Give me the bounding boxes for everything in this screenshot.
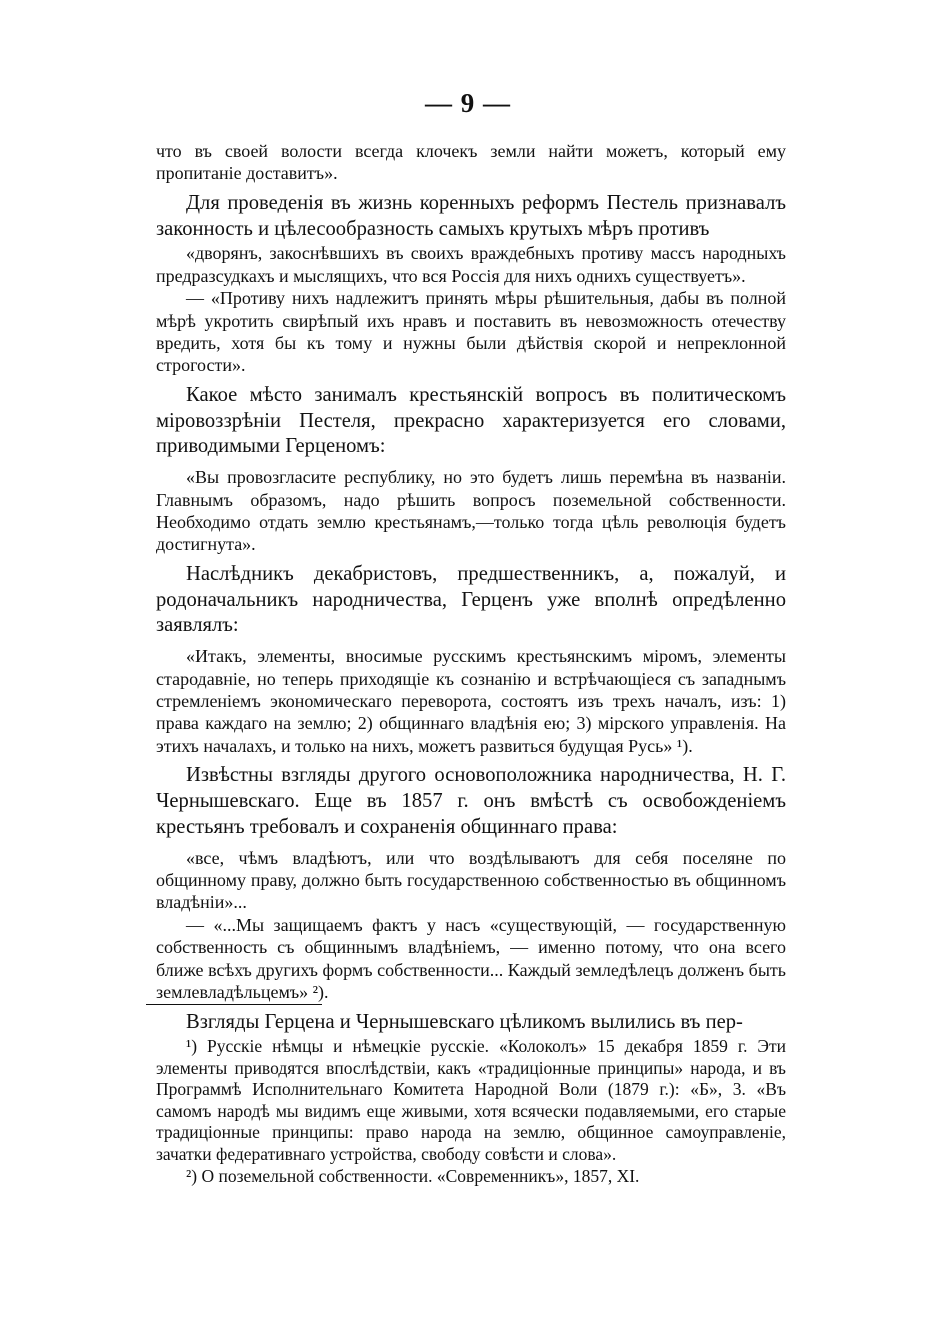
paragraph-6: «Вы провозгласите республику, но это будетъ лишь перемѣна въ названіи. Главнымъ образомъ, надо рѣшить вопросъ поземельной собственности. Необходимо отдать землю крестьянамъ,—только тогда цѣль революція будетъ достигнута». bbox=[156, 467, 786, 555]
paragraph-7: Наслѣдникъ декабристовъ, предшественникъ, а, пожалуй, и родоначальникъ народничества, Герценъ уже вполнѣ опредѣленно заявлялъ: bbox=[156, 562, 786, 637]
footnote-1: ¹) Русскіе нѣмцы и нѣмецкіе русскіе. «Колоколъ» 15 декабря 1859 г. Эти элементы приводятся впослѣдствіи, какъ «традиціонные принципы» народа, и въ Программѣ Исполнительнаго Комитета Народной Воли (1879 г.): «Б», 3. «Въ самомъ народѣ мы видимъ еще живыми, хотя всячески подавляемыми, его старые традиціонные принципы: право народа на землю, общинное самоуправленіе, зачатки федеративнаго устройства, свободу совѣсти и слова». bbox=[156, 1036, 786, 1164]
footnote-2: ²) О поземельной собственности. «Современникъ», 1857, XI. bbox=[186, 1165, 640, 1186]
paragraph-11: — «...Мы защищаемъ фактъ у насъ «существующій, — государственную собственность съ общиннымъ владѣніемъ, — именно потому, что она всего ближе всѣхъ другихъ формъ собственности... Каждый земледѣлецъ долженъ быть землевладѣльцемъ» ²). bbox=[156, 914, 786, 1003]
paragraph-1: что въ своей волости всегда клочекъ земли найти можетъ, который ему пропитаніе доставитъ». bbox=[156, 141, 786, 184]
paragraph-2: Для проведенія въ жизнь коренныхъ реформъ Пестель признавалъ законность и цѣлесообразность самыхъ крутыхъ мѣръ противъ bbox=[156, 191, 786, 240]
footnotes bbox=[156, 1036, 786, 1187]
paragraph-5: Какое мѣсто занималъ крестьянскій вопросъ въ политическомъ міровоззрѣніи Пестеля, прекрасно характеризуется его словами, приводимыми Герценомъ: bbox=[156, 383, 786, 458]
paragraph-4: — «Противу нихъ надлежитъ принять мѣры рѣшительныя, дабы въ полной мѣрѣ укротить свирѣпый ихъ нравъ и поставить въ невозможность отечеству вредить, хотя бы къ тому и нужны были дѣйствія скорой и непреклонной строгости». bbox=[156, 288, 786, 376]
paragraph-8: «Итакъ, элементы, вносимые русскимъ крестьянскимъ міромъ, элементы стародавніе, но теперь приходящіе къ сознанію и встрѣчающіеся съ западнымъ стремленіемъ экономическаго переворота, состоятъ изъ трехъ началъ, изъ: 1) права каждаго на землю; 2) общиннаго владѣнія ею; 3) мірского управленія. На этихъ началахъ, и только на нихъ, можетъ развиться будущая Русь» ¹). bbox=[156, 646, 786, 756]
footnote-divider bbox=[146, 1004, 322, 1005]
page-number: — 9 — bbox=[425, 88, 511, 118]
paragraph-9: Извѣстны взгляды другого основоположника народничества, Н. Г. Чернышевскаго. Еще въ 1857 г. онъ вмѣстѣ съ освобожденіемъ крестьянъ требовалъ и сохраненія общиннаго права: bbox=[156, 764, 786, 838]
paragraph-12: Взгляды Герцена и Чернышевскаго цѣликомъ вылились въ пер- bbox=[186, 1010, 743, 1033]
paragraph-3: «дворянъ, закоснѣвшихъ въ своихъ враждебныхъ противу массъ народныхъ предразсудкахъ и мыслящихъ, что вся Россія для нихъ однихъ существуетъ». bbox=[156, 243, 786, 286]
paragraph-10: «все, чѣмъ владѣютъ, или что воздѣлываютъ для себя поселяне по общинному праву, должно быть государственною собственностью въ общинномъ владѣніи»... bbox=[156, 847, 786, 913]
body-text bbox=[156, 140, 786, 1035]
